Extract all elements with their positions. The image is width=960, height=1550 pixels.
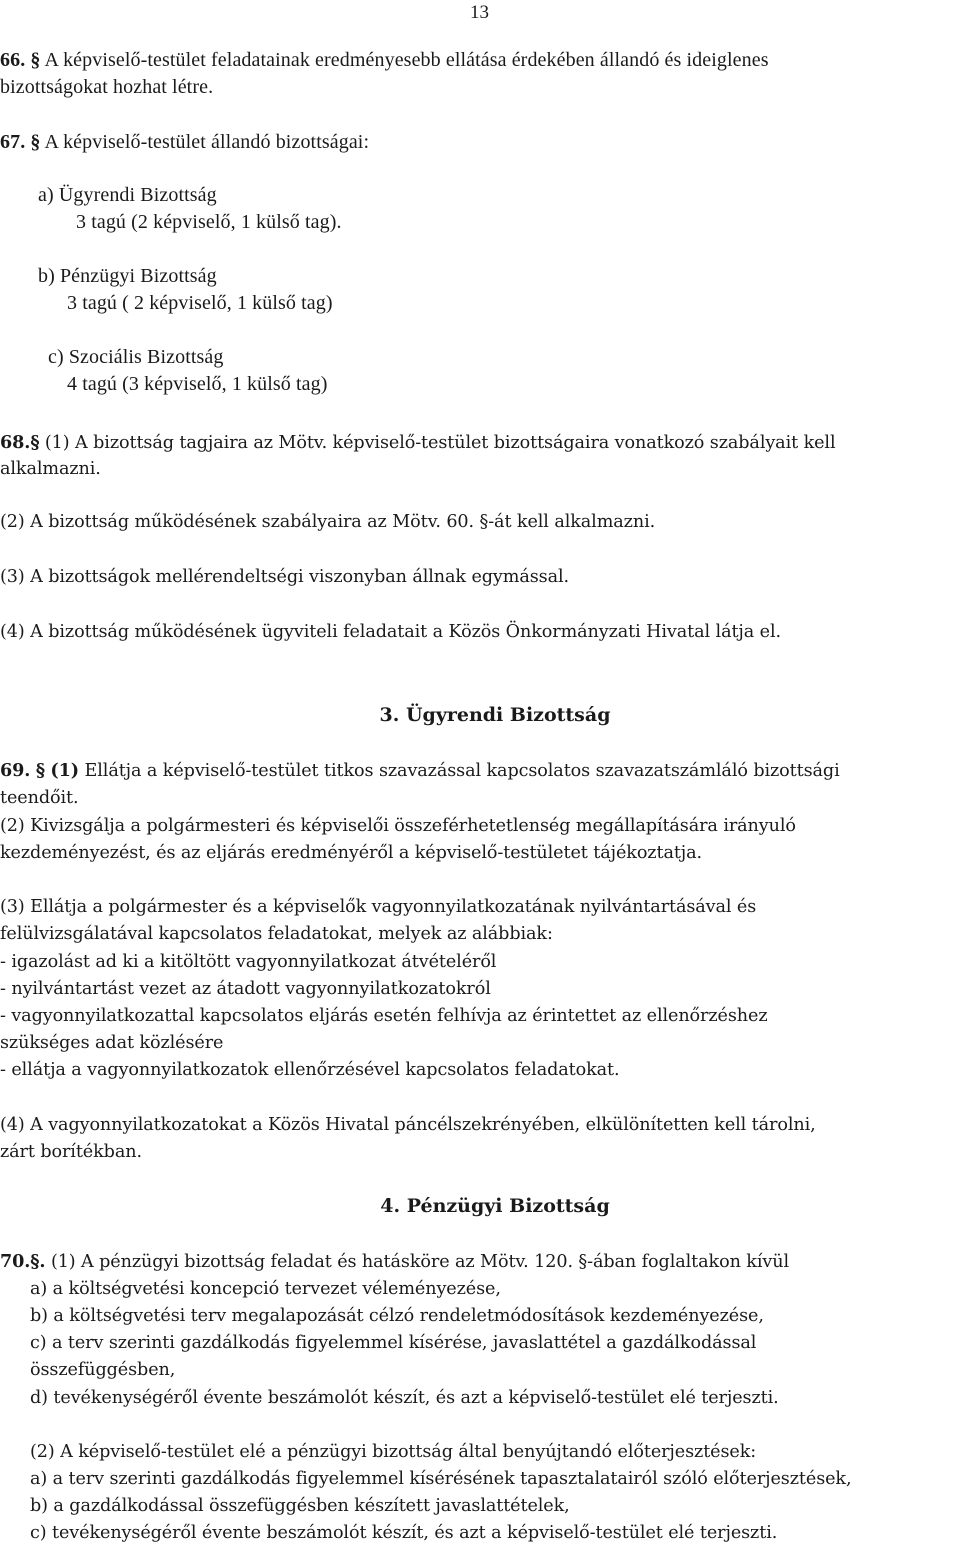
- section-sign: §: [35, 760, 45, 781]
- article-67-heading: [0, 131, 369, 153]
- article-68-p4: (4) A bizottság működésének ügyviteli feladatait a Közös Önkormányzati Hivatal látja el.: [0, 622, 781, 642]
- list-item: b) a gazdálkodással összefüggésben készített javaslattételek,: [30, 1496, 570, 1516]
- article-70-p2-line-1: (2) A képviselő-testület elé a pénzügyi bizottság által benyújtandó előterjesztések:: [30, 1442, 757, 1462]
- article-69-p1-text: Ellátja a képviselő-testület titkos szavazással kapcsolatos szavazatszámláló bizottsági: [84, 761, 840, 781]
- committee-c-detail: 4 tagú (3 képviselő, 1 külső tag): [67, 373, 328, 395]
- committee-a-label: a) Ügyrendi Bizottság: [38, 184, 217, 206]
- section-4-heading: 4. Pénzügyi Bizottság: [380, 1195, 610, 1217]
- article-68-p1-text: (1) A bizottság tagjaira az Mötv. képviselő-testület bizottságaira vonatkozó szabályait kell: [44, 433, 836, 453]
- article-68-p1-line-1: [0, 432, 836, 454]
- committee-c-label: c) Szociális Bizottság: [48, 346, 224, 368]
- article-66-line-1: [0, 49, 769, 71]
- committee-b-label: b) Pénzügyi Bizottság: [38, 265, 217, 287]
- article-69-p2-line-1: (2) Kivizsgálja a polgármesteri és képviselői összeférhetetlenség megállapítására irányuló: [0, 816, 796, 836]
- article-68-p1-line-2: alkalmazni.: [0, 459, 101, 479]
- article-70-p1-text: (1) A pénzügyi bizottság feladat és hatásköre az Mötv. 120. §-ában foglaltakon kívül: [50, 1252, 789, 1272]
- article-67-text: A képviselő-testület állandó bizottságai:: [44, 131, 370, 153]
- article-69-p1-line-2: teendőit.: [0, 788, 79, 808]
- list-item: c) a terv szerinti gazdálkodás figyelemmel kísérése, javaslattétel a gazdálkodással: [30, 1333, 757, 1353]
- list-item: d) tevékenységéről évente beszámolót készít, és azt a képviselő-testület elé terjeszti.: [30, 1388, 779, 1408]
- article-70-number: 70.§.: [0, 1251, 46, 1272]
- article-69-p1-line-1: [0, 760, 840, 782]
- list-item: a) a terv szerinti gazdálkodás figyelemmel kísérésének tapasztalatairól szóló előterjesztések,: [30, 1469, 852, 1489]
- article-70-p1-line-1: [0, 1251, 789, 1273]
- article-66-text: A képviselő-testület feladatainak eredményesebb ellátása érdekében állandó és ideiglenes: [44, 49, 769, 71]
- list-item: - igazolást ad ki a kitöltött vagyonnyilatkozat átvételéről: [0, 952, 497, 972]
- article-69-p2-line-2: kezdeményezést, és az eljárás eredményéről a képviselő-testületet tájékoztatja.: [0, 843, 703, 863]
- section-3-heading: 3. Ügyrendi Bizottság: [379, 704, 611, 726]
- list-item: - vagyonnyilatkozattal kapcsolatos eljárás esetén felhívja az érintettet az ellenőrzéshez: [0, 1006, 768, 1026]
- article-66-line-2: bizottságokat hozhat létre.: [0, 76, 214, 98]
- article-69-number: 69.: [0, 760, 31, 781]
- list-item: összefüggésben,: [30, 1360, 176, 1380]
- page-number: 13: [470, 2, 489, 23]
- section-sign: §: [30, 131, 41, 153]
- list-item: - nyilvántartást vezet az átadott vagyonnyilatkozatokról: [0, 979, 491, 999]
- committee-a-detail: 3 tagú (2 képviselő, 1 külső tag).: [76, 211, 342, 233]
- article-68-number: 68.: [0, 432, 31, 453]
- article-69-p4-line-1: (4) A vagyonnyilatkozatokat a Közös Hivatal páncélszekrényében, elkülönítetten kell tárolni,: [0, 1115, 816, 1135]
- committee-b-detail: 3 tagú ( 2 képviselő, 1 külső tag): [67, 292, 333, 314]
- section-sign: §: [30, 49, 41, 71]
- article-67-number: 67.: [0, 131, 26, 153]
- article-69-p1-marker: (1): [50, 760, 80, 781]
- section-sign: §: [30, 432, 40, 453]
- article-69-p4-line-2: zárt borítékban.: [0, 1142, 142, 1162]
- article-68-p2: (2) A bizottság működésének szabályaira az Mötv. 60. §-át kell alkalmazni.: [0, 512, 656, 532]
- list-item: b) a költségvetési terv megalapozását célzó rendeletmódosítások kezdeményezése,: [30, 1306, 764, 1326]
- article-68-p3: (3) A bizottságok mellérendeltségi viszonyban állnak egymással.: [0, 567, 570, 587]
- article-66-number: 66.: [0, 49, 26, 71]
- list-item: szükséges adat közlésére: [0, 1033, 224, 1053]
- list-item: c) tevékenységéről évente beszámolót készít, és azt a képviselő-testület elé terjeszti.: [30, 1523, 778, 1543]
- list-item: a) a költségvetési koncepció tervezet véleményezése,: [30, 1279, 501, 1299]
- article-69-p3-line-2: felülvizsgálatával kapcsolatos feladatokat, melyek az alábbiak:: [0, 924, 553, 944]
- list-item: - ellátja a vagyonnyilatkozatok ellenőrzésével kapcsolatos feladatokat.: [0, 1060, 620, 1080]
- article-69-p3-line-1: (3) Ellátja a polgármester és a képviselők vagyonnyilatkozatának nyilvántartásával és: [0, 897, 757, 917]
